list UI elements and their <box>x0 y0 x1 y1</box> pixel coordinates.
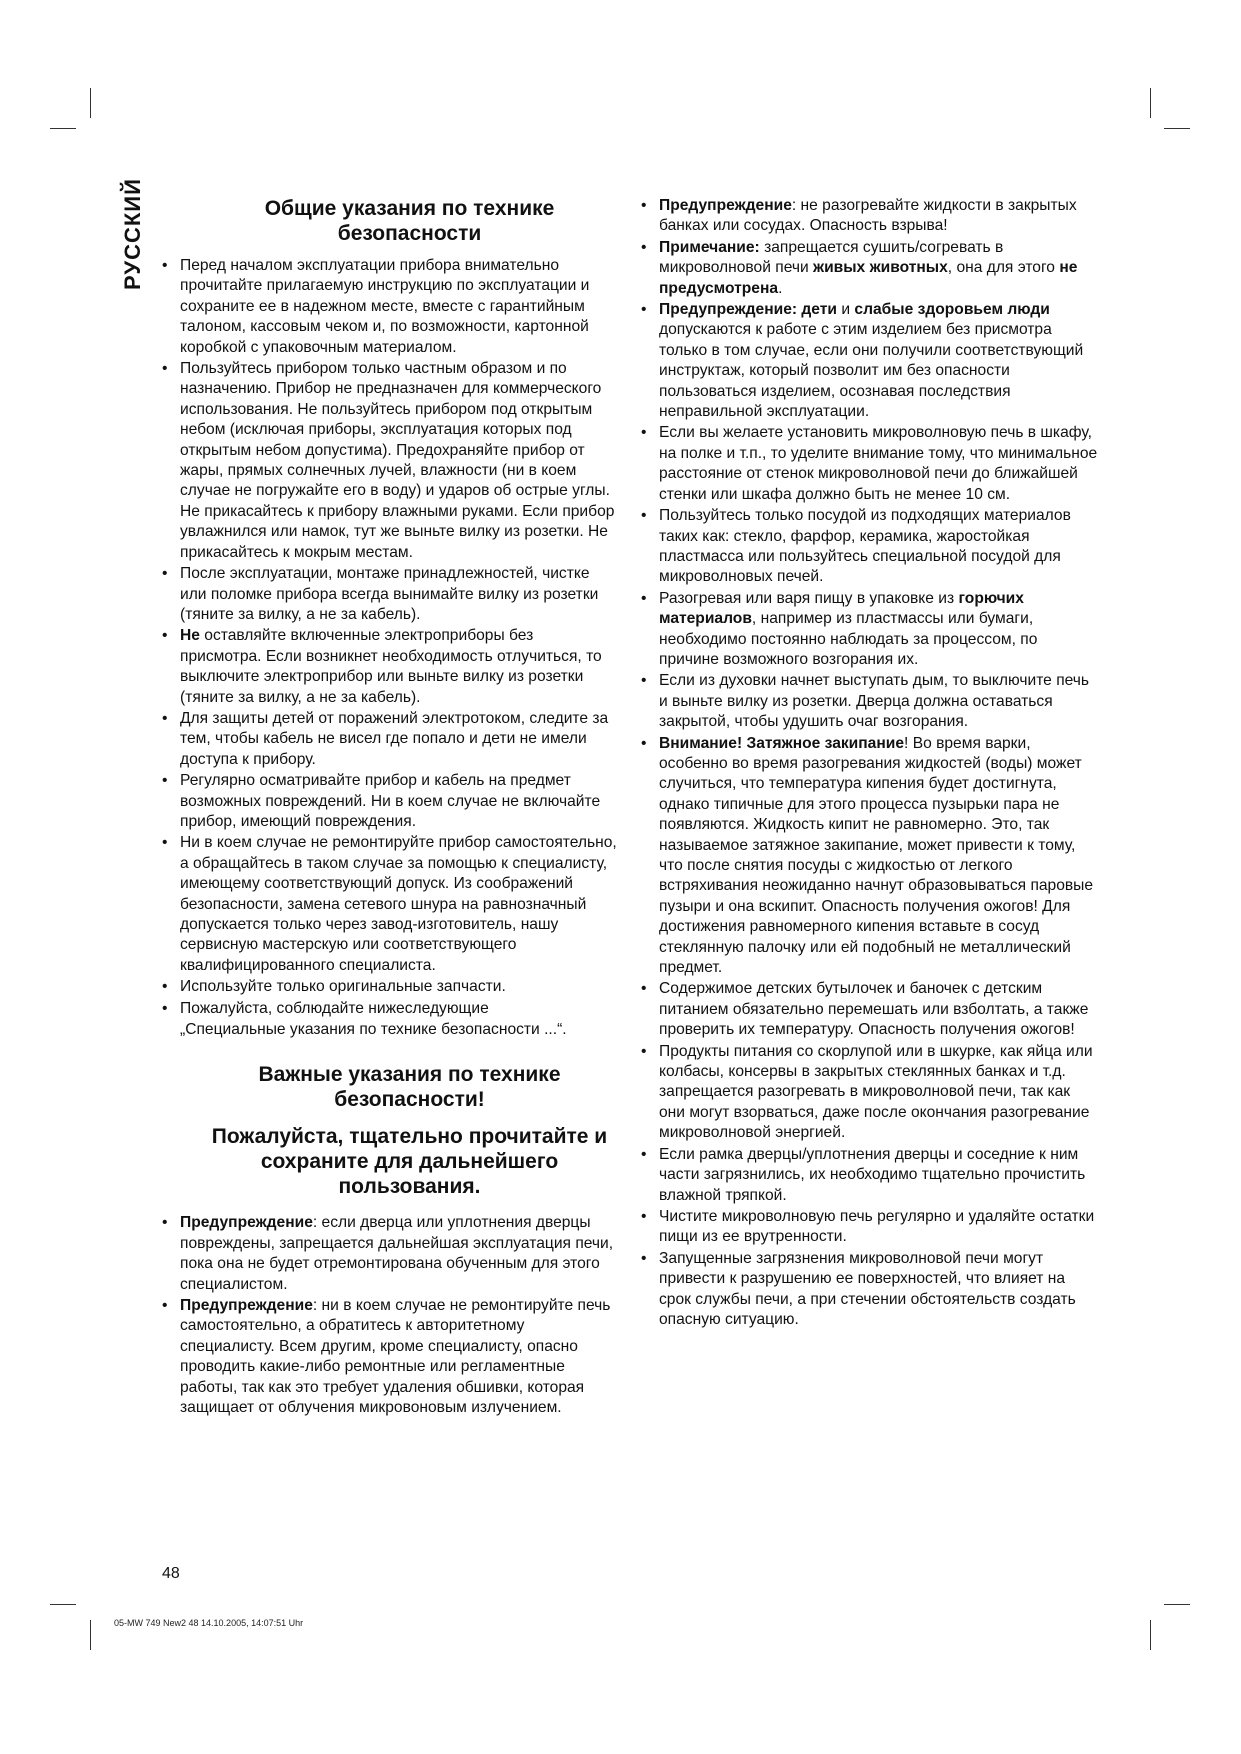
list-item: • После эксплуатации, монтаже принадлежностей, чистке или поломке прибора всегда вынимайте вилку из розетки (тяните за вилку, а не за кабель). <box>162 565 599 623</box>
crop-mark <box>90 88 91 118</box>
crop-mark <box>50 128 76 129</box>
list-item: • Содержимое детских бутылочек и баночек с детским питанием обязательно перемешать или взболтать, а также проверить их температуру. Опасность получения ожогов! <box>641 980 1089 1039</box>
list-item: • Ни в коем случае не ремонтируйте прибор самостоятельно, а обращайтесь в таком случае за помощью к специалисту, имеющему соответствующий допуск. Из соображений безопасности, замена сетевого шнура на равнозначный допускается только через завод-изготовитель, нашу сервисную мастерскую или соответствующего квалифицированного специалиста. <box>162 834 617 974</box>
bullet-icon: • <box>641 424 647 442</box>
important-safety-list <box>162 1213 617 1418</box>
list-item: • Примечание: запрещается сушить/согревать в микроволновой печи живых животных, она для этого не предусмотрена. <box>641 238 1078 297</box>
language-label: РУССКИЙ <box>120 178 145 290</box>
list-item: • Предупреждение: если дверца или уплотнения дверцы повреждены, запрещается дальнейшая эксплуатация печи, пока она не будет отремонтирована обученным для этого специалистом. <box>162 1214 614 1293</box>
bullet-icon: • <box>641 589 647 607</box>
crop-mark <box>50 1604 76 1605</box>
bullet-icon: • <box>162 772 168 790</box>
bullet-icon: • <box>162 257 168 274</box>
general-safety-list <box>162 256 617 1019</box>
crop-mark <box>1150 1620 1151 1650</box>
list-item: • Продукты питания со скорлупой или в шкурке, как яйца или колбасы, консервы в закрытых стеклянных банках и т.д. запрещается разогревать в микроволновой печи, так как они могут взорваться, даже после окончания разогревание микроволновой энергией. <box>641 1042 1093 1142</box>
bullet-icon: • <box>162 1214 168 1232</box>
crop-mark <box>1150 88 1151 118</box>
bullet-icon: • <box>641 197 647 214</box>
section-heading-important: Важные указания по технике безопасности! <box>258 1063 561 1112</box>
microwave-safety-list <box>641 196 1099 1330</box>
list-item: • Используйте только оригинальные запчасти. <box>162 977 617 997</box>
bullet-icon: • <box>641 1207 647 1225</box>
crop-mark <box>90 1620 91 1650</box>
list-item: • Предупреждение: ни в коем случае не ремонтируйте печь самостоятельно, а обратитесь к авторитетному специалисту. Всем другим, кроме специалисту, опасно проводить какие-либо ремонтные или регламентные работы, так как это требует удаления обшивки, которая защищает от облучения микровоновым излучением. <box>162 1297 611 1417</box>
page-number: 48 <box>162 1565 180 1582</box>
list-item: • Если рамка дверцы/уплотнения дверцы и соседние к ним части загрязнились, их необходимо тщательно прочистить влажной тряпкой. <box>641 1145 1086 1204</box>
bullet-icon: • <box>641 672 647 690</box>
list-item: • Регулярно осматривайте прибор и кабель на предмет возможных повреждений. Ни в коем случае не включайте прибор, имеющий повреждения. <box>162 772 601 830</box>
left-column <box>162 196 617 1420</box>
bullet-icon: • <box>162 627 168 645</box>
list-item: • Предупреждение: не разогревайте жидкости в закрытых банках или сосудах. Опасность взрыва! <box>641 197 1077 235</box>
list-item: • Не оставляйте включенные электроприборы без присмотра. Если возникнет необходимость отлучиться, то выключите электроприбор или выньте вилку из розетки (тяните за вилку, а не за кабель). <box>162 627 602 706</box>
bullet-icon: • <box>641 1145 647 1163</box>
bullet-icon: • <box>641 734 647 752</box>
list-item: • Внимание! Затяжное закипание! Во время варки, особенно во время разогревания жидкостей (воды) может случиться, что температура кипения будет достигнута, однако типичные для этого процесса пузырьки пара не появляются. Жидкость кипит не равномерно. Это, так называемое затяжное закипание, может привести к тому, что после снятия посуды с жидкостью от легкого встряхивания неожиданно начнут образовываться паровые пузыри и она вскипит. Опасность получения ожогов! Для достижения равномерного кипения вставьте в сосуд стеклянную палочку или ей подобный не металлический предмет. <box>641 734 1094 977</box>
list-item: • Чистите микроволновую печь регулярно и удаляйте остатки пищи из ее врутренности. <box>641 1207 1095 1246</box>
section-heading-read-carefully: Пожалуйста, тщательно прочитайте и сохраните для дальнейшего пользования. <box>211 1125 608 1199</box>
bullet-icon: • <box>641 301 647 319</box>
special-instructions-reference: „Специальные указания по технике безопасности ...“. <box>180 1021 567 1039</box>
section-heading-general: Общие указания по технике безопасности <box>264 197 555 245</box>
bullet-icon: • <box>162 565 168 583</box>
bullet-icon: • <box>641 238 647 256</box>
bullet-icon: • <box>162 1297 168 1315</box>
bullet-icon: • <box>162 978 168 996</box>
list-item: • Для защиты детей от поражений электротоком, следите за тем, чтобы кабель не висел где попало и дети не имели доступа к прибору. <box>162 709 609 768</box>
list-item: • Если из духовки начнет выступать дым, то выключите печь и выньте вилку из розетки. Дверца должна оставаться закрытой, чтобы удушить очаг возгорания. <box>641 672 1090 731</box>
bullet-icon: • <box>641 980 647 998</box>
list-item: • Перед началом эксплуатации прибора внимательно прочитайте прилагаемую инструкцию по эксплуатации и сохраните ее в надежном месте, вместе с гарантийным талоном, кассовым чеком и, по возможности, картонной коробкой с упаковочным материалом. <box>162 257 590 356</box>
print-footer: 05-MW 749 New2 48 14.10.2005, 14:07:51 Uhr <box>114 1618 304 1628</box>
bullet-icon: • <box>162 999 168 1017</box>
crop-mark <box>1164 1604 1190 1605</box>
bullet-icon: • <box>162 360 168 378</box>
bullet-icon: • <box>162 834 168 852</box>
list-item: • Запущенные загрязнения микроволновой печи могут привести к разрушению ее поверхностей, что влияет на срок службы печи, а при стечении обстоятельств создать опасную ситуацию. <box>641 1249 1076 1328</box>
list-item: • Предупреждение: дети и слабые здоровьем люди допускаются к работе с этим изделием без присмотра только в том случае, если они получили соответствующий инструктаж, который позволит им без опасности пользоваться изделием, осознавая последствия неправильной эксплуатации. <box>641 301 1084 421</box>
bullet-icon: • <box>641 1249 647 1267</box>
crop-mark <box>1164 128 1190 129</box>
list-item: • Пользуйтесь только посудой из подходящих материалов таких как: стекло, фарфор, керамика, жаростойкая пластмасса или пользуйтесь специальной посудой для микроволновых печей. <box>641 507 1071 586</box>
list-item: • Разогревая или варя пищу в упаковке из горючих материалов, например из пластмассы или бумаги, необходимо постоянно наблюдать за процессом, по причине возможного возгорания их. <box>641 589 1038 668</box>
list-item: • Если вы желаете установить микроволновую печь в шкафу, на полке и т.п., то уделите внимание тому, что минимальное расстояние от стенок микроволновой печи до ближайшей стенки или шкафа должно быть не менее 10 см. <box>641 424 1098 503</box>
right-column <box>641 196 1099 1331</box>
bullet-icon: • <box>162 709 168 727</box>
bullet-icon: • <box>641 1042 647 1060</box>
list-item: • Пожалуйста, соблюдайте нижеследующие <box>162 999 617 1019</box>
list-item: • Пользуйтесь прибором только частным образом и по назначению. Прибор не предназначен для коммерческого использования. Не пользуйтесь прибором под открытым небом (исключая приборы, эксплуатация которых под открытым небом допустима). Предохраняйте прибор от жары, прямых солнечных лучей, влажности (ни в коем случае не погружайте его в воду) и ударов об острые углы. Не прикасайтесь к прибору влажными руками. Если прибор увлажнился или намок, тут же выньте вилку из розетки. Не прикасайтесь к мокрым местам. <box>162 360 615 561</box>
bullet-icon: • <box>641 507 647 525</box>
